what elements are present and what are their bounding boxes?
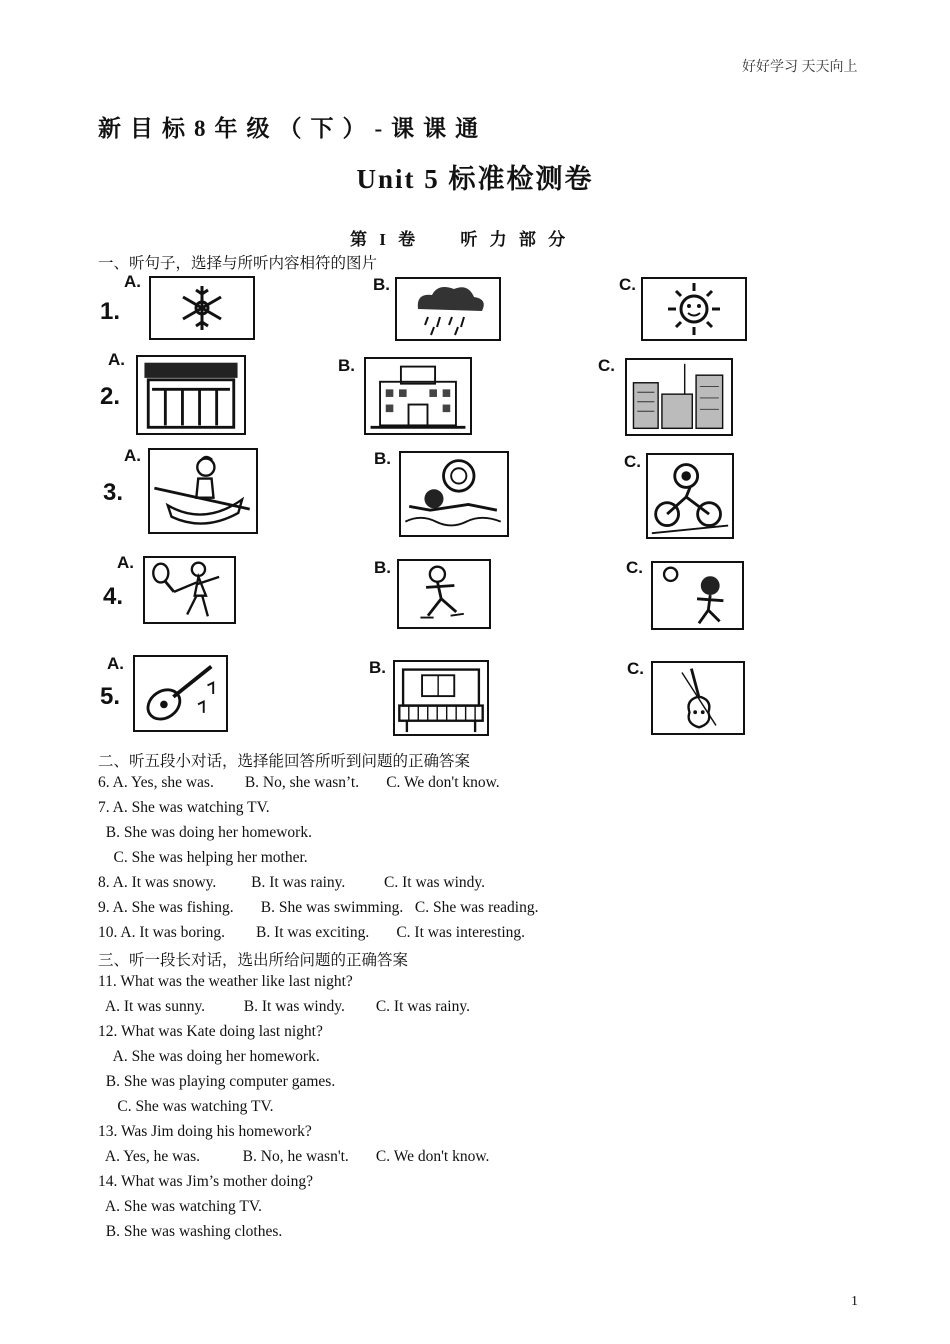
question-number: 2. — [100, 383, 121, 410]
answer-line: B. She was playing computer games. — [98, 1073, 336, 1090]
section2-instruction: 二、听五段小对话，选择能回答所听到问题的正确答案 — [98, 753, 471, 770]
rain-cloud-icon — [395, 277, 501, 341]
option-letter: B. — [338, 356, 355, 375]
question-line: 11. What was the weather like last night? — [98, 973, 353, 990]
answer-line: 9. A. She was fishing. B. She was swimming. C. She was reading. — [98, 899, 539, 916]
answer-line: 6. A. Yes, she was. B. No, she wasn’t. C. We don't know. — [98, 774, 500, 791]
question-number: 3. — [103, 479, 124, 506]
option-letter: A. — [108, 350, 125, 369]
part-title: 第 I 卷 听 力 部 分 — [350, 230, 570, 249]
section1-instruction: 一、听句子，选择与所听内容相符的图片 — [98, 255, 378, 272]
option-letter: B. — [369, 658, 386, 677]
ball-game-icon — [651, 561, 744, 630]
question-number: 5. — [100, 683, 121, 710]
answer-line: 7. A. She was watching TV. — [98, 799, 270, 816]
option-letter: B. — [374, 449, 391, 468]
page-number: 1 — [851, 1294, 858, 1309]
tennis-icon — [143, 556, 236, 624]
answer-line: 10. A. It was boring. B. It was exciting. C. It was interesting. — [98, 924, 526, 941]
rowing-boat-icon — [148, 448, 258, 534]
book-title: 新目标8年级（下）-课课通 — [98, 116, 488, 141]
answer-line: C. She was helping her mother. — [98, 849, 308, 866]
store-icon — [136, 355, 246, 435]
option-letter: C. — [624, 452, 641, 471]
cycling-icon — [646, 453, 734, 539]
answer-line: A. Yes, he was. B. No, he wasn't. C. We don't know. — [98, 1148, 490, 1165]
option-letter: C. — [598, 356, 615, 375]
option-letter: A. — [107, 654, 124, 673]
header-motto: 好好学习 天天向上 — [742, 60, 858, 75]
option-letter: A. — [117, 553, 134, 572]
sun-icon — [641, 277, 747, 341]
answer-line: A. She was doing her homework. — [98, 1048, 320, 1065]
guitar-icon — [133, 655, 228, 732]
option-letter: B. — [373, 275, 390, 294]
answer-line: 8. A. It was snowy. B. It was rainy. C. It was windy. — [98, 874, 486, 891]
violin-icon — [651, 661, 745, 735]
option-letter: A. — [124, 446, 141, 465]
main-title: Unit 5 标准检测卷 — [356, 164, 594, 194]
swimming-icon — [399, 451, 509, 537]
skating-icon — [397, 559, 491, 629]
snowflake-icon — [149, 276, 255, 340]
answer-line: A. She was watching TV. — [98, 1198, 262, 1215]
option-letter: C. — [619, 275, 636, 294]
option-letter: A. — [124, 272, 141, 291]
answer-line: A. It was sunny. B. It was windy. C. It was rainy. — [98, 998, 470, 1015]
question-line: 14. What was Jim’s mother doing? — [98, 1173, 313, 1190]
question-number: 4. — [103, 583, 124, 610]
answer-line: B. She was washing clothes. — [98, 1223, 283, 1240]
section3-instruction: 三、听一段长对话，选出所给问题的正确答案 — [98, 952, 409, 969]
school-building-icon — [364, 357, 472, 435]
option-letter: B. — [374, 558, 391, 577]
city-buildings-icon — [625, 358, 733, 436]
piano-icon — [393, 660, 489, 736]
answer-line: C. She was watching TV. — [98, 1098, 274, 1115]
option-letter: C. — [626, 558, 643, 577]
question-line: 12. What was Kate doing last night? — [98, 1023, 323, 1040]
question-line: 13. Was Jim doing his homework? — [98, 1123, 312, 1140]
answer-line: B. She was doing her homework. — [98, 824, 312, 841]
option-letter: C. — [627, 659, 644, 678]
question-number: 1. — [100, 298, 121, 325]
